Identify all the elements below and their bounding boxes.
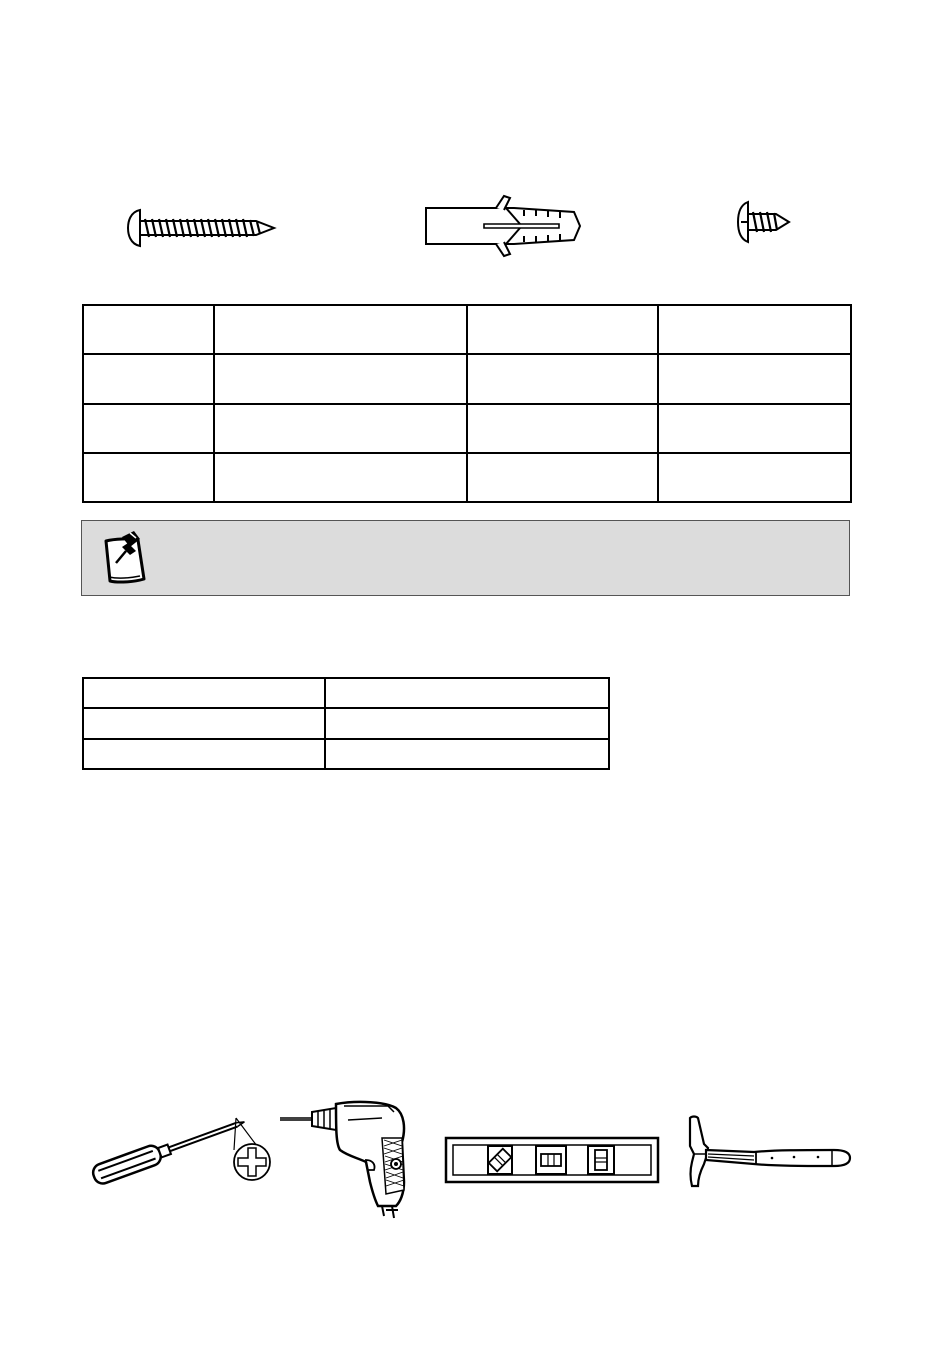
- electric-drill-icon: [278, 1098, 418, 1220]
- table-cell: [658, 453, 851, 502]
- table-cell: [83, 453, 214, 502]
- table-cell: [467, 354, 658, 403]
- table-cell: [214, 305, 467, 354]
- table-row: [83, 708, 609, 738]
- table-cell: [214, 404, 467, 453]
- table-cell: [467, 404, 658, 453]
- table-cell: [83, 708, 325, 738]
- table-cell: [83, 404, 214, 453]
- table-row: [83, 739, 609, 769]
- tools-table: [82, 677, 610, 770]
- table-cell: [214, 453, 467, 502]
- table-cell: [83, 739, 325, 769]
- table-cell: [83, 678, 325, 708]
- table-cell: [658, 354, 851, 403]
- long-screw-icon: [126, 208, 276, 248]
- short-screw-icon: [736, 200, 792, 244]
- wall-anchor-icon: [424, 194, 584, 258]
- table-row: [83, 305, 851, 354]
- table-row: [83, 404, 851, 453]
- pushpin-note-icon: [100, 529, 150, 587]
- table-cell: [325, 739, 609, 769]
- table-cell: [658, 305, 851, 354]
- parts-table: [82, 304, 852, 503]
- table-cell: [467, 453, 658, 502]
- table-row: [83, 354, 851, 403]
- spirit-level-icon: [444, 1136, 660, 1184]
- table-row: [83, 453, 851, 502]
- hammer-icon: [684, 1114, 854, 1190]
- table-row: [83, 678, 609, 708]
- table-cell: [325, 708, 609, 738]
- phillips-screwdriver-icon: [86, 1110, 276, 1190]
- table-cell: [658, 404, 851, 453]
- note-box: [81, 520, 850, 596]
- table-cell: [325, 678, 609, 708]
- table-cell: [214, 354, 467, 403]
- table-cell: [83, 354, 214, 403]
- table-cell: [467, 305, 658, 354]
- table-cell: [83, 305, 214, 354]
